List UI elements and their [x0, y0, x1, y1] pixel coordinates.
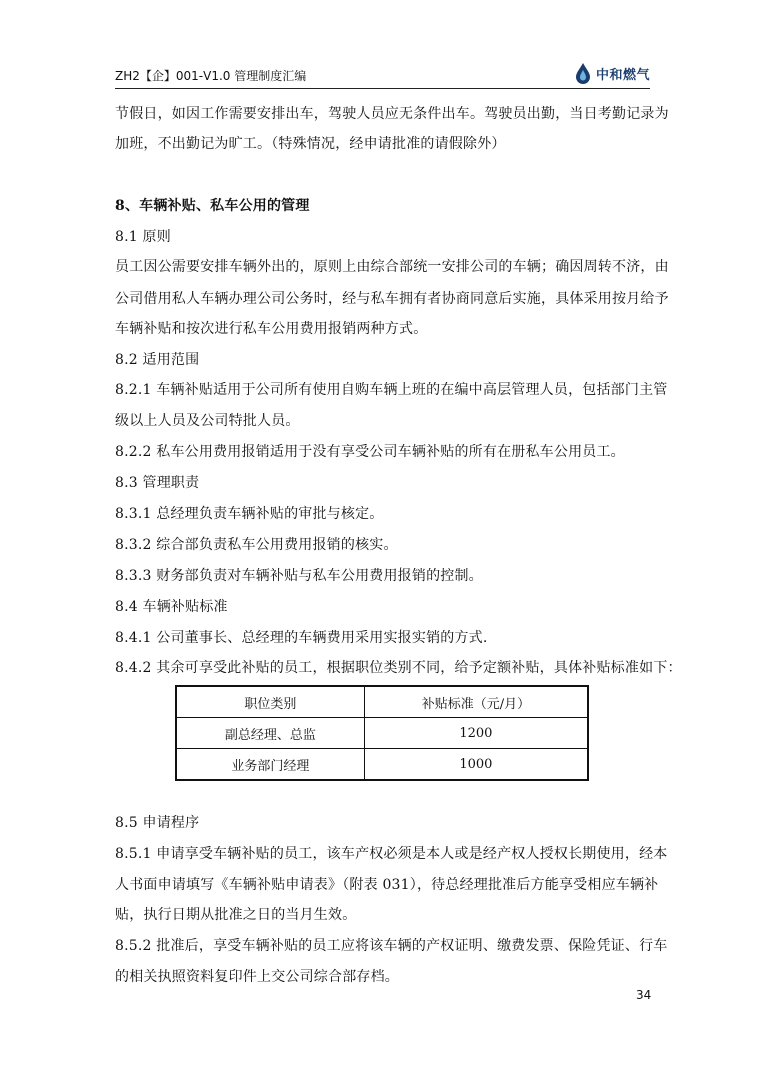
paragraph-line: 公司借用私人车辆办理公司公务时，经与私车拥有者协商同意后实施，具体采用按月给予: [115, 291, 669, 307]
paragraph-line: 贴，执行日期从批准之日的当月生效。: [115, 907, 357, 923]
table-cell: 副总经理、总监: [176, 718, 364, 749]
logo-text: 中和燃气: [595, 67, 650, 83]
paragraph-line: 8.5.2 批准后，享受车辆补贴的员工应将该车辆的产权证明、缴费发票、保险凭证、行车: [115, 938, 668, 954]
paragraph-line: 8.2.1 车辆补贴适用于公司所有使用自购车辆上班的在编中高层管理人员，包括部门主管: [115, 382, 668, 398]
header-title: ZH2【企】001-V1.0 管理制度汇编: [115, 69, 307, 83]
paragraph-line: 节假日，如因工作需要安排出车，驾驶人员应无条件出车。驾驶员出勤，当日考勤记录为: [115, 106, 669, 122]
subsection-heading-8-4: 8.4 车辆补贴标准: [115, 599, 228, 615]
subsection-heading-8-3: 8.3 管理职责: [115, 475, 200, 491]
flame-drop-icon: [573, 62, 593, 84]
table-row: [176, 718, 588, 749]
table-header-cell: 补贴标准（元/月）: [364, 686, 588, 718]
paragraph-line: 8.3.3 财务部负责对车辆补贴与私车公用费用报销的控制。: [115, 568, 483, 584]
paragraph-line: 的相关执照资料复印件上交公司综合部存档。: [115, 969, 399, 985]
paragraph-line: 8.2.2 私车公用费用报销适用于没有享受公司车辆补贴的所有在册私车公用员工。: [115, 444, 625, 460]
company-logo: [573, 61, 650, 85]
paragraph-line: 人书面申请填写《车辆补贴申请表》（附表 031），待总经理批准后方能享受相应车辆补: [115, 877, 659, 893]
paragraph-line: 8.5.1 申请享受车辆补贴的员工，该车产权必须是本人或是经产权人授权长期使用，经本: [115, 846, 668, 862]
table-cell: 业务部门经理: [176, 749, 364, 781]
subsection-heading-8-2: 8.2 适用范围: [115, 352, 200, 368]
paragraph-line: 车辆补贴和按次进行私车公用费用报销两种方式。: [115, 321, 428, 337]
paragraph-line: 员工因公需要安排车辆外出的，原则上由综合部统一安排公司的车辆；确因周转不济，由: [115, 259, 669, 275]
subsidy-standard-table: [175, 685, 589, 781]
paragraph-line: 加班，不出勤记为旷工。（特殊情况，经申请批准的请假除外）: [115, 136, 506, 152]
table-cell: 1000: [364, 749, 588, 781]
table-cell: 1200: [364, 718, 588, 749]
paragraph-line: 8.3.1 总经理负责车辆补贴的审批与核定。: [115, 506, 384, 522]
subsection-heading-8-1: 8.1 原则: [115, 229, 171, 245]
table-header-cell: 职位类别: [176, 686, 364, 718]
subsection-heading-8-5: 8.5 申请程序: [115, 815, 200, 831]
section-heading-8: 8、车辆补贴、私车公用的管理: [115, 198, 310, 214]
table-header-row: [176, 686, 588, 718]
page-header: [115, 58, 650, 89]
paragraph-line: 级以上人员及公司特批人员。: [115, 413, 300, 429]
paragraph-line: 8.4.1 公司董事长、总经理的车辆费用采用实报实销的方式.: [115, 630, 488, 646]
table-row: [176, 749, 588, 781]
paragraph-line: 8.3.2 综合部负责私车公用费用报销的核实。: [115, 537, 398, 553]
paragraph-line: 8.4.2 其余可享受此补贴的员工，根据职位类别不同，给予定额补贴，具体补贴标准如下：: [115, 660, 682, 676]
page-number: 34: [636, 988, 652, 1002]
